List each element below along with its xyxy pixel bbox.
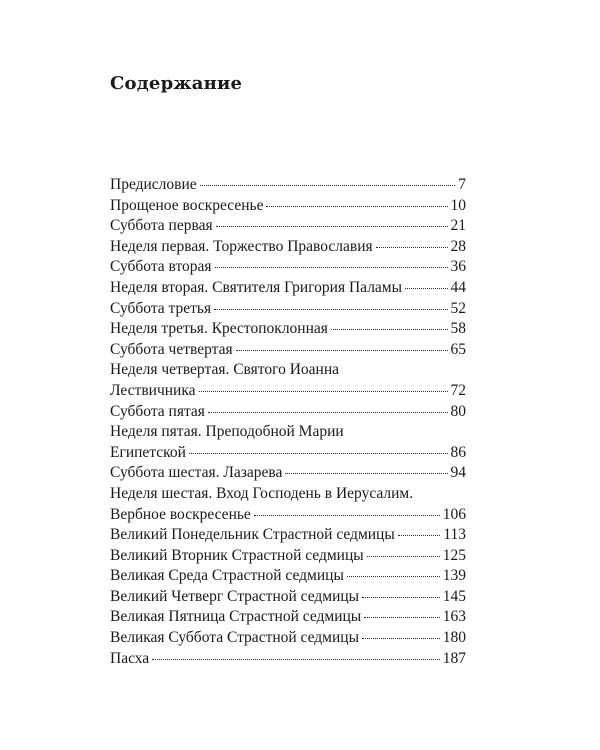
- dot-leader: [236, 350, 448, 351]
- toc-entry-page: 10: [450, 196, 466, 214]
- toc-entry-page: 52: [450, 299, 466, 317]
- toc-entry-title: Суббота четвертая: [110, 340, 233, 358]
- dot-leader: [367, 556, 440, 557]
- toc-entry: [110, 237, 466, 258]
- dot-leader: [362, 638, 440, 639]
- toc-entry-title: Неделя первая. Торжество Православия: [110, 237, 373, 255]
- table-of-contents: [110, 175, 466, 669]
- toc-entry-title: Великая Суббота Страстной седмицы: [110, 629, 359, 647]
- toc-entry: [110, 525, 466, 546]
- toc-entry-title: Суббота первая: [110, 217, 213, 235]
- toc-entry-title: Великая Среда Страстной седмицы: [110, 567, 344, 585]
- dot-leader: [398, 535, 441, 536]
- toc-entry-page: 36: [450, 258, 466, 276]
- toc-entry-title: Неделя третья. Крестопоклонная: [110, 320, 328, 338]
- toc-entry: [110, 649, 466, 670]
- toc-entry-page: 187: [442, 649, 466, 667]
- toc-entry-page: 65: [450, 340, 466, 358]
- toc-entry-page: 58: [450, 320, 466, 338]
- toc-entry-title: Вербное воскресенье: [110, 505, 251, 523]
- toc-entry: [110, 587, 466, 608]
- dot-leader: [208, 412, 448, 413]
- toc-entry-title: Пасха: [110, 649, 150, 667]
- toc-entry-title-line1: Неделя шестая. Вход Господень в Иерусалим.: [110, 484, 414, 502]
- dot-leader: [364, 617, 440, 618]
- toc-entry-title: Суббота третья: [110, 299, 212, 317]
- toc-entry-title: Суббота пятая: [110, 402, 205, 420]
- toc-entry: [110, 566, 466, 587]
- toc-entry-page: 44: [450, 278, 466, 296]
- toc-entry-page: 139: [442, 567, 466, 585]
- toc-entry-page: 72: [450, 381, 466, 399]
- dot-leader: [200, 185, 456, 186]
- toc-entry-title: Великая Пятница Страстной седмицы: [110, 608, 362, 626]
- toc-entry-title: Великий Понедельник Страстной седмицы: [110, 526, 395, 544]
- toc-entry-page: 80: [450, 402, 466, 420]
- toc-entry: [110, 340, 466, 361]
- dot-leader: [214, 309, 447, 310]
- toc-entry: [110, 175, 466, 196]
- toc-entry-page: 21: [450, 217, 466, 235]
- toc-entry-title-line1: Неделя четвертая. Святого Иоанна: [110, 361, 339, 379]
- toc-entry-title: Прощеное воскресенье: [110, 196, 264, 214]
- toc-entry-page: 113: [443, 526, 466, 544]
- toc-entry-page: 28: [450, 237, 466, 255]
- toc-entry-title-line1: Неделя пятая. Преподобной Марии: [110, 423, 344, 441]
- toc-entry-page: 106: [442, 505, 466, 523]
- toc-entry: [110, 299, 466, 320]
- toc-entry: [110, 196, 466, 217]
- toc-entry: [110, 484, 466, 525]
- page-title: Содержание: [110, 73, 243, 94]
- dot-leader: [362, 597, 440, 598]
- dot-leader: [215, 267, 448, 268]
- toc-entry-title: Египетской: [110, 443, 186, 461]
- dot-leader: [285, 473, 447, 474]
- dot-leader: [189, 453, 448, 454]
- toc-entry-page: 180: [442, 629, 466, 647]
- toc-entry: [110, 628, 466, 649]
- toc-entry-page: 86: [450, 443, 466, 461]
- toc-entry: [110, 402, 466, 423]
- toc-entry: [110, 607, 466, 628]
- dot-leader: [405, 288, 447, 289]
- toc-entry-page: 145: [442, 587, 466, 605]
- toc-entry: [110, 422, 466, 463]
- toc-entry: [110, 463, 466, 484]
- toc-entry: [110, 360, 466, 401]
- toc-entry: [110, 216, 466, 237]
- toc-entry-title: Суббота вторая: [110, 258, 212, 276]
- toc-entry: [110, 546, 466, 567]
- toc-entry-title: Великий Вторник Страстной седмицы: [110, 546, 364, 564]
- dot-leader: [331, 329, 448, 330]
- toc-entry-title: Суббота шестая. Лазарева: [110, 464, 283, 482]
- dot-leader: [199, 391, 448, 392]
- toc-entry: [110, 257, 466, 278]
- toc-entry-page: 7: [458, 176, 466, 193]
- toc-entry-page: 94: [450, 464, 466, 482]
- dot-leader: [216, 226, 448, 227]
- toc-entry: [110, 319, 466, 340]
- dot-leader: [376, 247, 448, 248]
- dot-leader: [152, 659, 440, 660]
- dot-leader: [266, 206, 447, 207]
- dot-leader: [347, 576, 440, 577]
- toc-entry-title: Предисловие: [110, 176, 197, 193]
- toc-entry: [110, 278, 466, 299]
- toc-entry-page: 163: [442, 608, 466, 626]
- toc-entry-title: Неделя вторая. Святителя Григория Паламы: [110, 278, 403, 296]
- toc-entry-page: 125: [442, 546, 466, 564]
- dot-leader: [254, 515, 440, 516]
- toc-entry-title: Лествичника: [110, 381, 196, 399]
- toc-entry-title: Великий Четверг Страстной седмицы: [110, 587, 360, 605]
